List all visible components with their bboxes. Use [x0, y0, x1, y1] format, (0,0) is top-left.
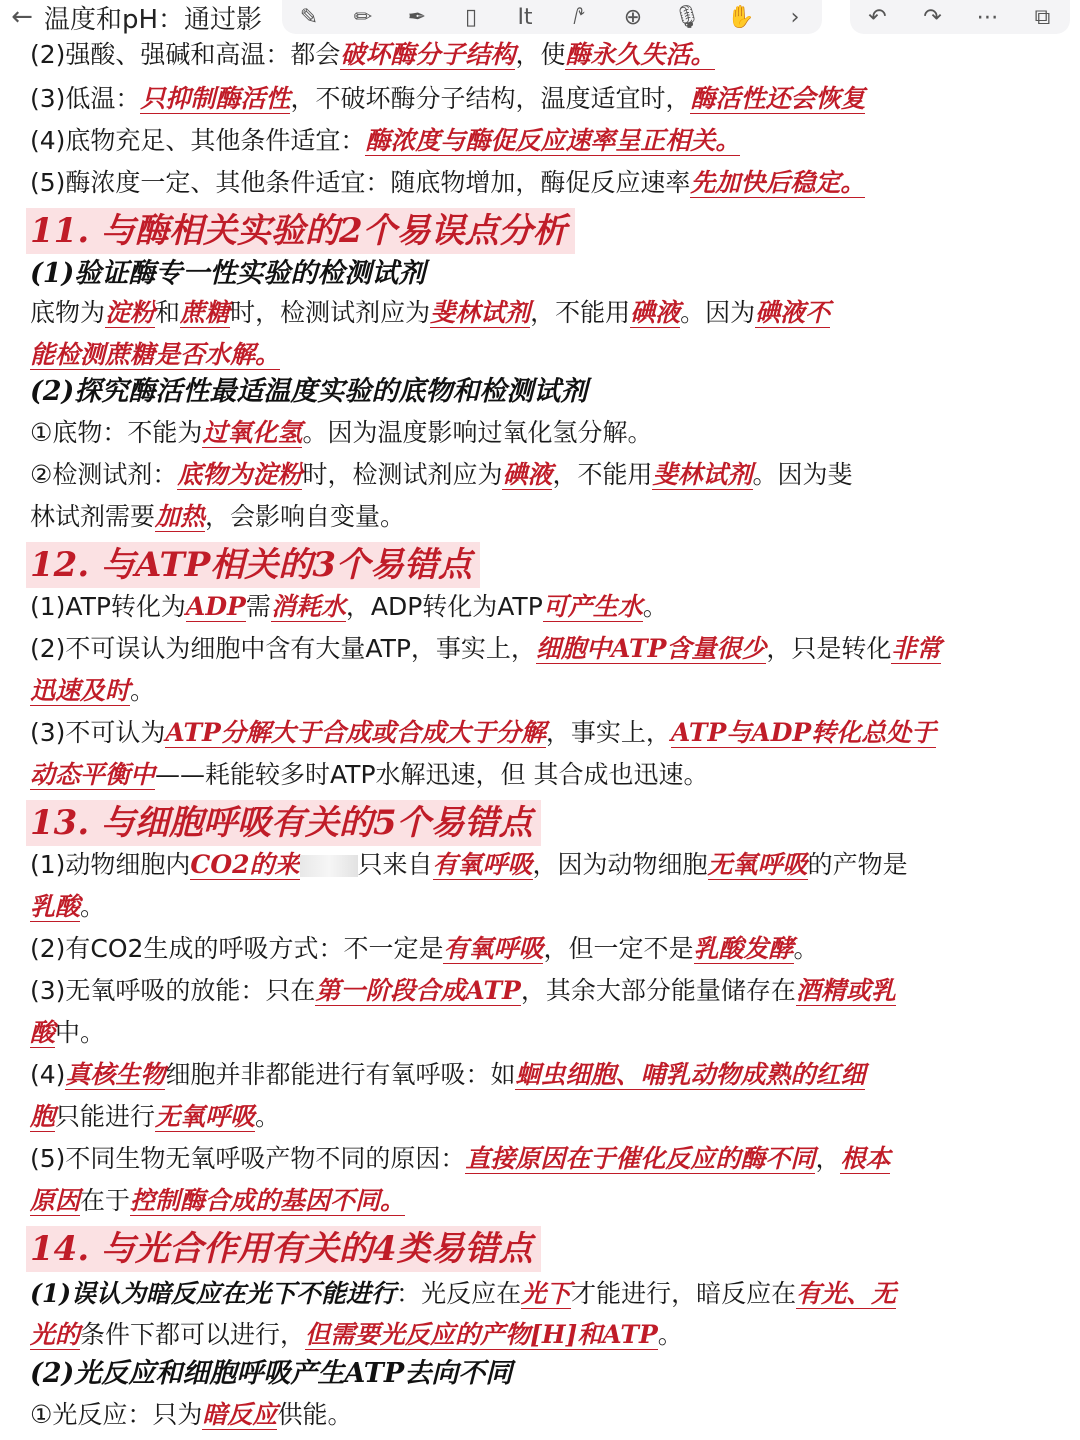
add-icon[interactable]: ⊕: [623, 4, 643, 30]
toolbar-left: [0, 0, 272, 34]
note-line: (5)酶浓度一定、其他条件适宜：随底物增加，酶促反应速率先加快后稳定。: [30, 168, 866, 197]
section-heading: 12. 与ATP相关的3个易错点: [26, 542, 480, 588]
mic-icon[interactable]: 🎙: [673, 4, 701, 30]
note-title[interactable]: 温度和pH：通过影: [44, 4, 263, 35]
marker-icon[interactable]: ✒: [407, 4, 427, 30]
note-line: 乳酸。: [30, 892, 106, 921]
note-line: 底物为淀粉和蔗糖时，检测试剂应为斐林试剂，不能用碘液。因为碘液不: [30, 298, 831, 327]
section-heading: 14. 与光合作用有关的4类易错点: [26, 1226, 541, 1272]
redo-icon[interactable]: ↷: [923, 4, 942, 30]
eraser-icon[interactable]: ▯: [464, 4, 478, 30]
note-line: (2)有CO2生成的呼吸方式：不一定是有氧呼吸，但一定不是乳酸发酵。: [30, 934, 819, 963]
note-line: ①光反应：只为暗反应供能。: [30, 1400, 353, 1429]
note-line: 原因在于控制酶合成的基因不同。: [30, 1186, 406, 1215]
note-line: (3)无氧呼吸的放能：只在第一阶段合成ATP，其余大部分能量储存在酒精或乳: [30, 976, 896, 1005]
note-line: (5)不同生物无氧呼吸产物不同的原因：直接原因在于催化反应的酶不同，根本: [30, 1144, 891, 1173]
note-line: (1)ATP转化为ADP需消耗水，ADP转化为ATP可产生水。: [30, 592, 668, 621]
note-line: (4)真核生物细胞并非都能进行有氧呼吸：如蛔虫细胞、哺乳动物成熟的红细: [30, 1060, 866, 1089]
text-tool-icon[interactable]: It: [517, 4, 533, 30]
note-line: 能检测蔗糖是否水解。: [30, 340, 281, 369]
section-heading: 11. 与酶相关实验的2个易误点分析: [26, 208, 575, 254]
undo-icon[interactable]: ↶: [868, 4, 887, 30]
chevron-right-icon[interactable]: ›: [790, 4, 800, 30]
top-toolbar: [0, 0, 1080, 34]
note-line: 酸中。: [30, 1018, 106, 1047]
back-arrow-icon[interactable]: ←: [11, 2, 33, 32]
pencil-icon[interactable]: ✏: [353, 4, 373, 30]
note-line: (3)低温：只抑制酶活性，不破坏酶分子结构，温度适宜时，酶活性还会恢复: [30, 84, 866, 113]
note-line: 光的条件下都可以进行，但需要光反应的产物[H]和ATP。: [30, 1320, 683, 1349]
note-line: (2)强酸、强碱和高温：都会破坏酶分子结构，使酶永久失活。: [30, 40, 716, 69]
sub-heading: (1)验证酶专一性实验的检测试剂: [30, 258, 426, 289]
note-line: (2)不可误认为细胞中含有大量ATP，事实上，细胞中ATP含量很少，只是转化非常: [30, 634, 942, 663]
note-line: (1)动物细胞内CO2的来 只来自有氧呼吸，因为动物细胞无氧呼吸的产物是: [30, 850, 908, 879]
note-line: (1)误认为暗反应在光下不能进行：光反应在光下才能进行，暗反应在有光、无: [30, 1279, 897, 1308]
lasso-icon[interactable]: ⭚: [572, 4, 586, 30]
note-line: ①底物：不能为过氧化氢。因为温度影响过氧化氢分解。: [30, 418, 653, 447]
note-line: 迅速及时。: [30, 676, 156, 705]
note-line: (4)底物充足、其他条件适宜：酶浓度与酶促反应速率呈正相关。: [30, 126, 741, 155]
sub-heading: (2)光反应和细胞呼吸产生ATP去向不同: [30, 1358, 513, 1389]
note-line: (3)不可认为ATP分解大于合成或合成大于分解，事实上，ATP与ADP转化总处于: [30, 718, 937, 747]
drawing-tools: [282, 0, 822, 34]
pen-icon[interactable]: ✎: [299, 4, 319, 30]
note-line: ②检测试剂：底物为淀粉时，检测试剂应为碘液，不能用斐林试剂。因为斐: [30, 460, 853, 489]
copy-icon[interactable]: ⧉: [1034, 4, 1051, 30]
hand-icon[interactable]: ✋: [727, 4, 755, 30]
note-line: 胞只能进行无氧呼吸。: [30, 1102, 281, 1131]
blurred-region: [300, 855, 358, 877]
toolbar-right: [850, 0, 1070, 34]
note-line: 动态平衡中——耗能较多时ATP水解迅速，但 其合成也迅速。: [30, 760, 709, 789]
note-line: 林试剂需要加热，会影响自变量。: [30, 502, 406, 531]
sub-heading: (2)探究酶活性最适温度实验的底物和检测试剂: [30, 376, 588, 407]
section-heading: 13. 与细胞呼吸有关的5个易错点: [26, 800, 541, 846]
more-icon[interactable]: ⋯: [976, 4, 999, 30]
